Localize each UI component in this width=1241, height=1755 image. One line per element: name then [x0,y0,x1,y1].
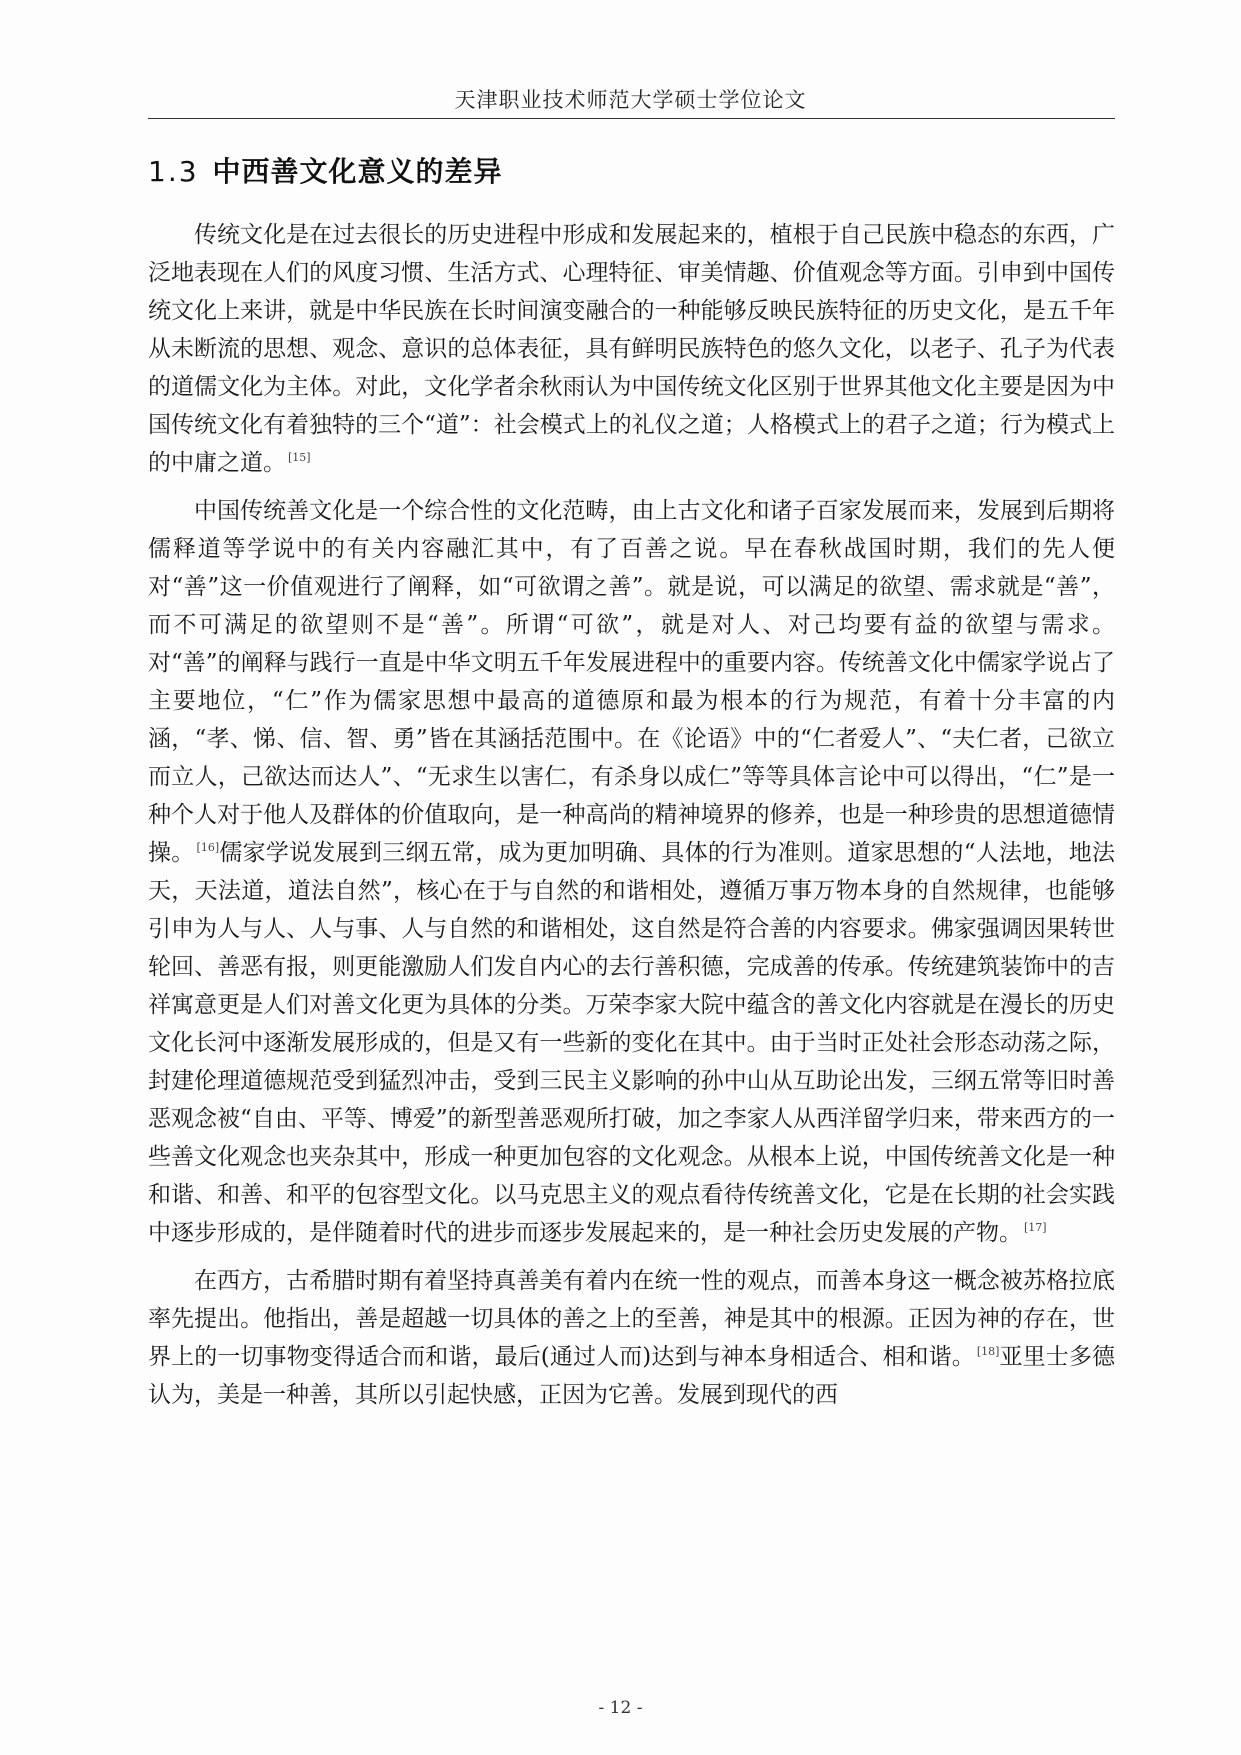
citation-ref: [16] [196,841,220,855]
section-title: 中西善文化意义的差异 [212,155,503,188]
citation-ref: [17] [1024,1221,1047,1235]
running-header: 天津职业技术师范大学硕士学位论文 [454,88,807,112]
section-heading [148,150,503,190]
body-text [148,216,1115,1424]
page-number: - 12 - [598,1698,643,1718]
paragraph-3 [148,1262,1115,1414]
paragraph-2 [148,492,1115,1252]
paragraph-1 [148,216,1115,482]
paragraph-text: 中国传统善文化是一个综合性的文化范畴，由上古文化和诸子百家发展而来，发展到后期将儒释道等学说中的有关内容融汇其中，有了百善之说。早在春秋战国时期，我们的先人便对“善”这一价值观进行了阐释，如“可欲谓之善”。就是说，可以满足的欲望、需求就是“善”，而不可满足的欲望则不是“善”。所谓“可欲”，就是对人、对己均要有益的欲望与需求。对“善”的阐释与践行一直是中华文明五千年发展进程中的重要内容。传统善文化中儒家学说占了主要地位，“仁”作为儒家思想中最高的道德原和最为根本的行为规范，有着十分丰富的内涵，“孝、悌、信、智、勇”皆在其涵括范围中。在《论语》中的“仁者爱人”、“夫仁者，己欲立而立人，己欲达而达人”、“无求生以害仁，有杀身以成仁”等等具体言论中可以得出，“仁”是一种个人对于他人及群体的价值取向，是一种高尚的精神境界的修养，也是一种珍贵的思想道德情操。 [148,498,1115,866]
paragraph-text: 传统文化是在过去很长的历史进程中形成和发展起来的，植根于自己民族中稳态的东西，广泛地表现在人们的风度习惯、生活方式、心理特征、审美情趣、价值观念等方面。引申到中国传统文化上来讲，就是中华民族在长时间演变融合的一种能够反映民族特征的历史文化，是五千年从未断流的思想、观念、意识的总体表征，具有鲜明民族特色的悠久文化，以老子、孔子为代表的道儒文化为主体。对此，文化学者余秋雨认为中国传统文化区别于世界其他文化主要是因为中国传统文化有着独特的三个“道”：社会模式上的礼仪之道；人格模式上的君子之道；行为模式上的中庸之道。 [148,222,1115,476]
paragraph-text: 在西方，古希腊时期有着坚持真善美有着内在统一性的观点，而善本身这一概念被苏格拉底率先提出。他指出，善是超越一切具体的善之上的至善，神是其中的根源。正因为神的存在，世界上的一切事物变得适合而和谐，最后(通过人而)达到与神本身相适合、相和谐。 [148,1268,1115,1370]
citation-ref: [15] [288,451,311,465]
paragraph-text: 亚里士多德认为，美是一种善，其所以引起快感，正因为它善。发展到现代的西 [148,1344,1115,1408]
header-rule [148,118,1115,119]
section-number: 1.3 [148,155,199,188]
paragraph-text: 儒家学说发展到三纲五常，成为更加明确、具体的行为准则。道家思想的“人法地，地法天，天法道，道法自然”，核心在于与自然的和谐相处，遵循万事万物本身的自然规律，也能够引申为人与人、人与事、人与自然的和谐相处，这自然是符合善的内容要求。佛家强调因果转世轮回、善恶有报，则更能激励人们发自内心的去行善积德，完成善的传承。传统建筑装饰中的吉祥寓意更是人们对善文化更为具体的分类。万荣李家大院中蕴含的善文化内容就是在漫长的历史文化长河中逐渐发展形成的，但是又有一些新的变化在其中。由于当时正处社会形态动荡之际，封建伦理道德规范受到猛烈冲击，受到三民主义影响的孙中山从互助论出发，三纲五常等旧时善恶观念被“自由、平等、博爱”的新型善恶观所打破，加之李家人从西洋留学归来，带来西方的一些善文化观念也夹杂其中，形成一种更加包容的文化观念。从根本上说，中国传统善文化是一种和谐、和善、和平的包容型文化。以马克思主义的观点看待传统善文化，它是在长期的社会实践中逐步形成的，是伴随着时代的进步而逐步发展起来的，是一种社会历史发展的产物。 [148,840,1116,1246]
citation-ref: [18] [976,1345,1000,1359]
